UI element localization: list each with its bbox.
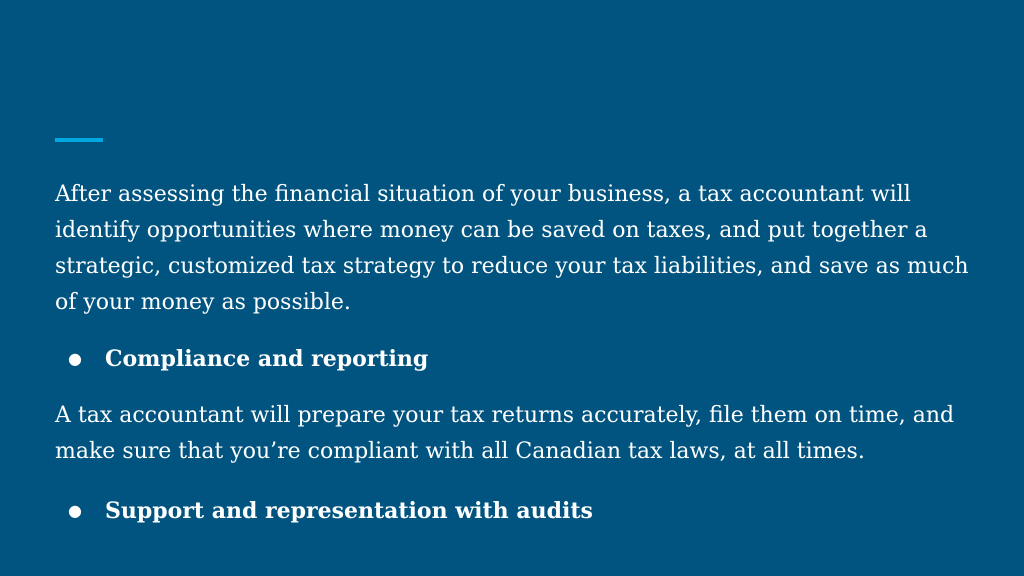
bullet-label: Compliance and reporting [105, 346, 429, 372]
bullet-label: Support and representation with audits [105, 498, 593, 524]
paragraph-tax-savings: After assessing the financial situation of your business, a tax accountant will identify opportunities where money can be saved on taxes, and put together a strategic, customized tax strategy to reduce your tax liabilities, and save as much of your money as possible. [55, 182, 969, 315]
accent-bar [55, 138, 103, 142]
bullet-dot-icon: ● [68, 349, 82, 368]
bullet-dot-icon: ● [68, 501, 82, 520]
paragraph-compliance: A tax accountant will prepare your tax returns accurately, file them on time, and make sure that you’re compliant with all Canadian tax laws, at all times. [55, 403, 955, 464]
